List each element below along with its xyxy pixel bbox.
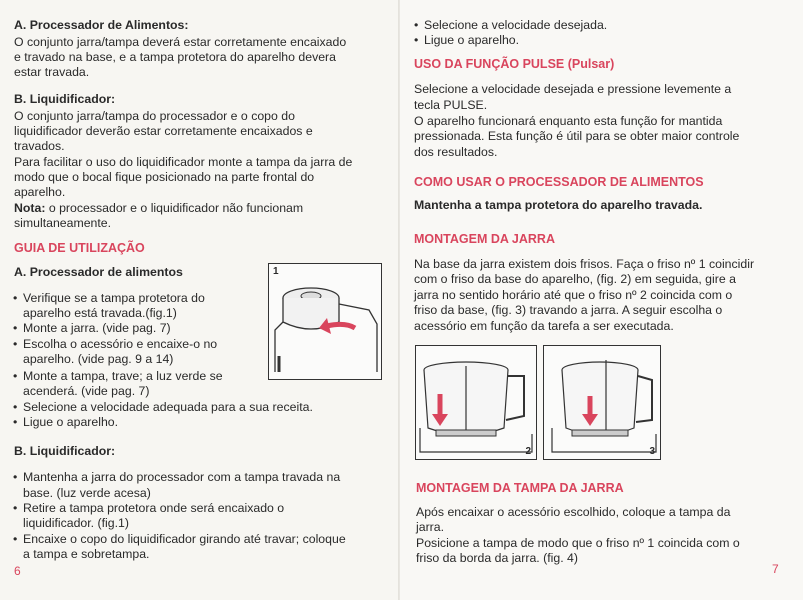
section-a-line: estar travada. xyxy=(14,65,90,79)
left-page xyxy=(0,0,400,600)
montagem-jarra-title: MONTAGEM DA JARRA xyxy=(414,232,555,246)
figure-1-number: 1 xyxy=(273,266,279,277)
guia-a-bullet-cont: acenderá. (vide pag. 7) xyxy=(23,384,150,398)
page-number-right: 7 xyxy=(772,562,779,576)
right-page xyxy=(400,0,803,600)
guia-a-bullet: • Verifique se a tampa protetora do xyxy=(23,291,205,307)
section-b-line: travados. xyxy=(14,139,65,153)
guia-b-bullet-cont: liquidificador. (fig.1) xyxy=(23,516,129,530)
top-bullet: • Ligue o aparelho. xyxy=(424,33,519,49)
section-b-line: Para facilitar o uso do liquidificador monte a tampa da jarra de xyxy=(14,155,353,169)
guia-b-bullet: • Mantenha a jarra do processador com a tampa travada na xyxy=(23,470,340,486)
guia-a-bullet: • Monte a tampa, trave; a luz verde se xyxy=(23,369,223,385)
guia-a-bullet-cont: aparelho. (vide pag. 9 a 14) xyxy=(23,352,174,366)
montagem-tampa-line: Posicione a tampa de modo que o friso nº 1 coincida com o xyxy=(416,536,740,550)
montagem-tampa-title: MONTAGEM DA TAMPA DA JARRA xyxy=(416,481,624,495)
pulse-line: dos resultados. xyxy=(414,145,498,159)
montagem-jarra-line: com o friso da base do aparelho, (fig. 2) em seguida, gire a xyxy=(414,272,736,286)
figure-2-number: 2 xyxy=(525,446,531,457)
guia-a-bullet: • Monte a jarra. (vide pag. 7) xyxy=(23,321,171,337)
nota-text: o processador e o liquidificador não funcionam xyxy=(45,201,304,215)
section-b-title: B. Liquidificador: xyxy=(14,92,116,106)
pulse-line: pressionada. Esta função é útil para se obter maior controle xyxy=(414,129,740,143)
como-title: COMO USAR O PROCESSADOR DE ALIMENTOS xyxy=(414,175,704,189)
guia-b-bullet-cont: a tampa e sobretampa. xyxy=(23,547,150,561)
top-bullet: • Selecione a velocidade desejada. xyxy=(424,18,607,34)
figure-3-illustration xyxy=(544,346,660,459)
guia-title: GUIA DE UTILIZAÇÃO xyxy=(14,241,145,255)
guia-b-bullet: • Encaixe o copo do liquidificador girando até travar; coloque xyxy=(23,532,346,548)
montagem-jarra-line: Na base da jarra existem dois frisos. Faça o friso nº 1 coincidir xyxy=(414,257,755,271)
section-b-line: modo que o bocal fique posicionado na parte frontal do xyxy=(14,170,315,184)
montagem-jarra-line: acessório em função da tarefa a ser executada. xyxy=(414,319,674,333)
section-a-line: O conjunto jarra/tampa deverá estar corretamente encaixado xyxy=(14,35,347,49)
section-a-line: e travado na base, e a tampa protetora do aparelho devera xyxy=(14,50,336,64)
guia-a-bullet-cont: aparelho está travada.(fig.1) xyxy=(23,306,177,320)
section-a-title: A. Processador de Alimentos: xyxy=(14,18,189,32)
section-b-line: aparelho. xyxy=(14,185,66,199)
pulse-line: O aparelho funcionará enquanto esta função for mantida xyxy=(414,114,723,128)
figure-2 xyxy=(415,345,537,460)
pulse-title: USO DA FUNÇÃO PULSE (Pulsar) xyxy=(414,57,615,71)
figure-2-illustration xyxy=(416,346,536,459)
guia-a-bullet: • Ligue o aparelho. xyxy=(23,415,118,431)
montagem-tampa-line: Após encaixar o acessório escolhido, coloque a tampa da xyxy=(416,505,731,519)
montagem-tampa-line: friso da borda da jarra. (fig. 4) xyxy=(416,551,578,565)
guia-b-bullet: • Retire a tampa protetora onde será encaixado o xyxy=(23,501,284,517)
figure-1 xyxy=(268,263,382,380)
montagem-jarra-line: friso da base, (fig. 3) travando a jarra. A seguir escolha o xyxy=(414,303,723,317)
pulse-line: Selecione a velocidade desejada e pressione levemente a xyxy=(414,82,732,96)
page-number-left: 6 xyxy=(14,564,21,578)
como-subtitle: Mantenha a tampa protetora do aparelho travada. xyxy=(414,198,703,212)
section-b-line: O conjunto jarra/tampa do processador e o copo do xyxy=(14,109,295,123)
nota-label: Nota: xyxy=(14,201,46,215)
guia-a-title: A. Processador de alimentos xyxy=(14,265,183,279)
guia-a-bullet: • Escolha o acessório e encaixe-o no xyxy=(23,337,217,353)
montagem-jarra-line: jarra no sentido horário até que o friso nº 2 coincida com o xyxy=(414,288,733,302)
guia-b-bullet-cont: base. (luz verde acesa) xyxy=(23,486,151,500)
montagem-tampa-line: jarra. xyxy=(416,520,445,534)
guia-b-title: B. Liquidificador: xyxy=(14,444,116,458)
nota-line xyxy=(14,201,303,217)
figure-3 xyxy=(543,345,661,460)
figure-1-illustration xyxy=(269,264,381,379)
pulse-line: tecla PULSE. xyxy=(414,98,488,112)
figure-3-number: 3 xyxy=(649,446,655,457)
section-b-line: liquidificador deverão estar corretamente encaixados e xyxy=(14,124,313,138)
nota-line-2: simultaneamente. xyxy=(14,216,112,230)
guia-a-bullet: • Selecione a velocidade adequada para a sua receita. xyxy=(23,400,313,416)
